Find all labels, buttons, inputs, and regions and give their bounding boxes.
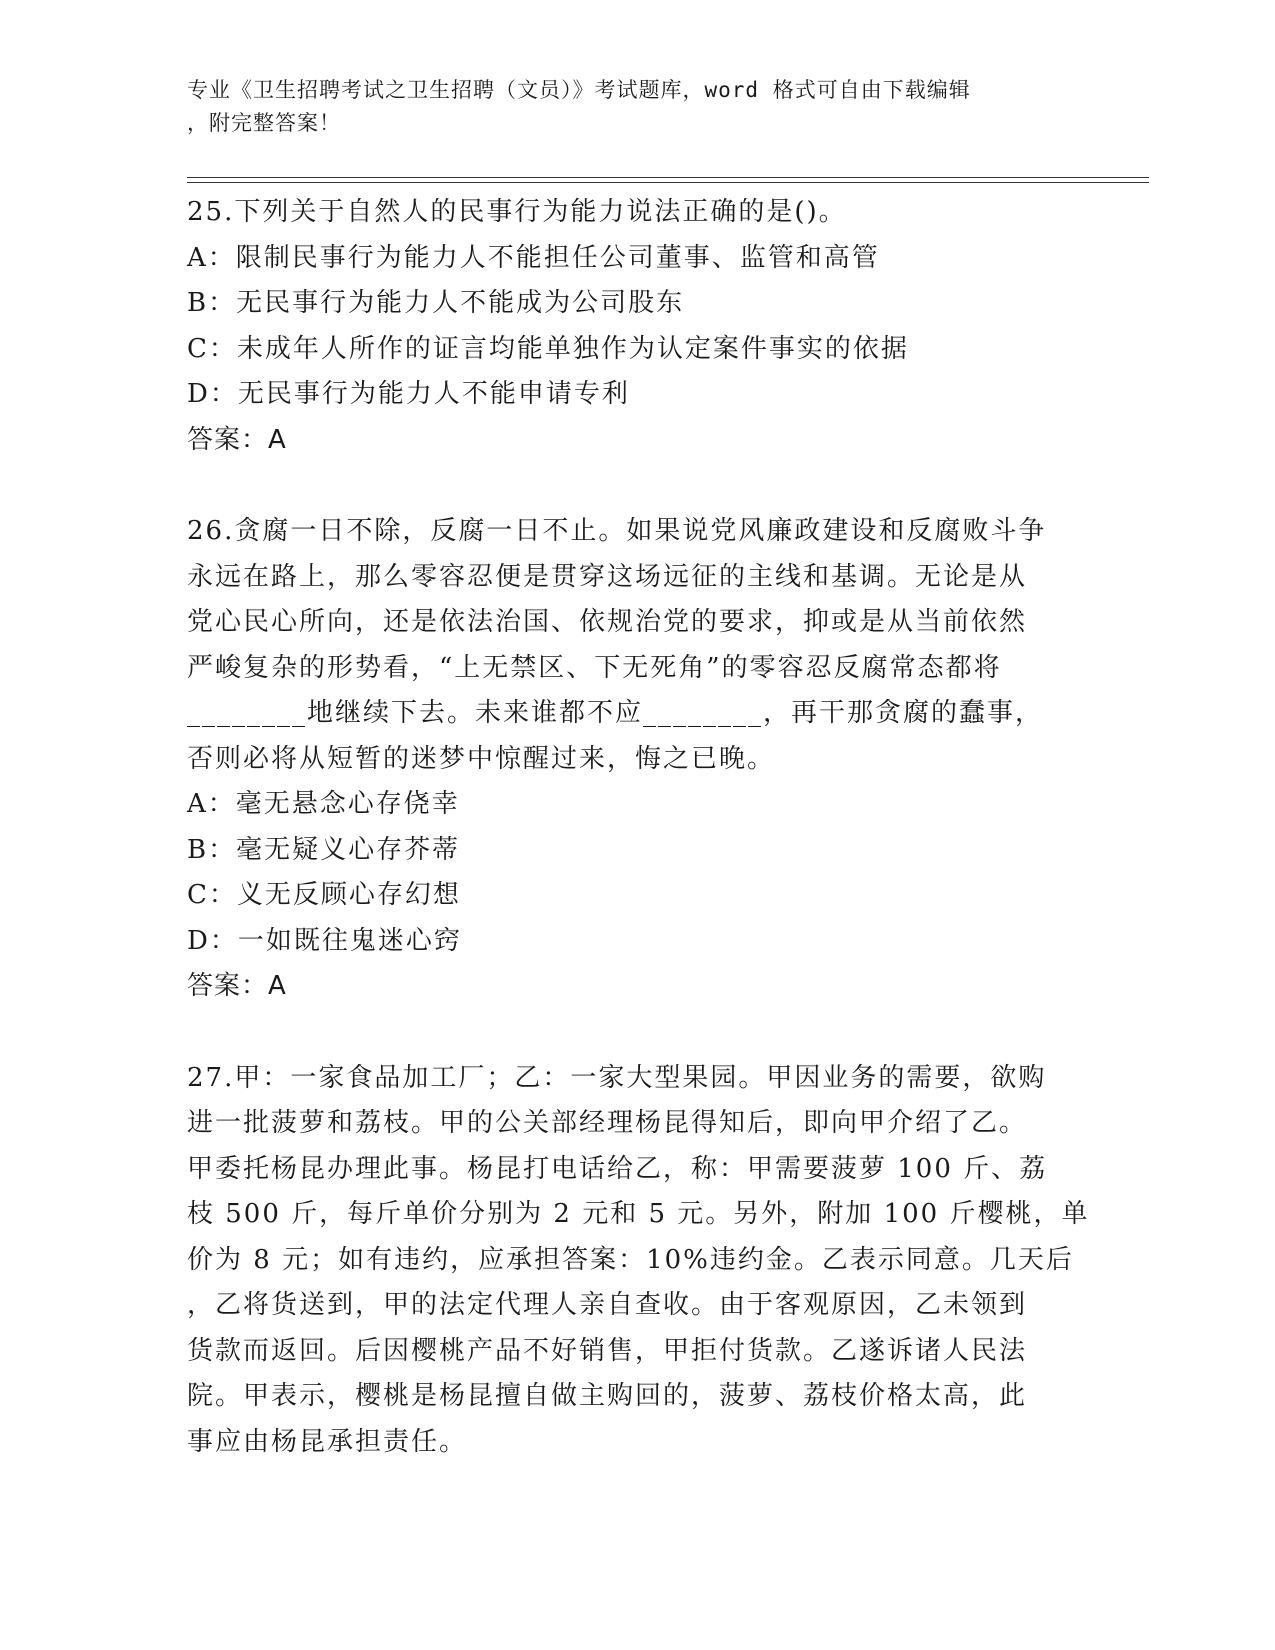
question-stem-line: 价为 8 元；如有违约，应承担答案：10%违约金。乙表示同意。几天后 — [187, 1244, 1074, 1275]
option-a: A：毫无悬念心存侥幸 — [187, 789, 460, 819]
question-stem-line: 25.下列关于自然人的民事行为能力说法正确的是()。 — [187, 197, 847, 227]
question-stem-line: 院。甲表示，樱桃是杨昆擅自做主购回的，菠萝、荔枝价格太高，此 — [187, 1381, 1028, 1411]
question-stem — [187, 509, 1067, 782]
option-b: B：无民事行为能力人不能成为公司股东 — [187, 288, 685, 318]
option-d: D：无民事行为能力人不能申请专利 — [187, 379, 630, 409]
header-line-1: 专业《卫生招聘考试之卫生招聘（文员）》考试题库，word 格式可自由下载编辑 — [187, 78, 971, 102]
header-divider-second — [187, 182, 1149, 183]
question-stem-line: 否则必将从短暂的迷梦中惊醒过来，悔之已晚。 — [187, 743, 776, 774]
option-b: B：毫无疑义心存芥蒂 — [187, 834, 461, 865]
question-stem-line: 26.贪腐一日不除，反腐一日不止。如果说党风廉政建设和反腐败斗争 — [187, 516, 1047, 546]
question-26 — [187, 509, 1067, 1010]
question-stem-line: 27.甲：一家食品加工厂；乙：一家大型果园。甲因业务的需要，欲购 — [187, 1062, 1047, 1093]
option-a: A：限制民事行为能力人不能担任公司董事、监管和高管 — [187, 242, 880, 273]
question-stem-line: 货款而返回。后因樱桃产品不好销售，甲拒付货款。乙遂诉诸人民法 — [187, 1335, 1028, 1366]
question-25 — [187, 190, 1067, 463]
header-line-2: ，附完整答案！ — [187, 111, 341, 135]
question-stem-line: 进一批菠萝和荔枝。甲的公关部经理杨昆得知后，即向甲介绍了乙。 — [187, 1108, 1028, 1138]
header-divider — [187, 177, 1149, 178]
question-stem-line: 党心民心所向，还是依法治国、依规治党的要求，抑或是从当前依然 — [187, 607, 1028, 637]
option-c: C：义无反顾心存幻想 — [187, 880, 461, 910]
question-stem — [187, 190, 1067, 236]
answer-label: 答案：A — [187, 424, 287, 455]
question-stem-line: 严峻复杂的形势看，“上无禁区、下无死角”的零容忍反腐常态都将 — [187, 652, 1002, 683]
option-d: D：一如既往鬼迷心窍 — [187, 925, 462, 956]
option-c: C：未成年人所作的证言均能单独作为认定案件事实的依据 — [187, 333, 909, 364]
question-stem-line: 事应由杨昆承担责任。 — [187, 1426, 468, 1457]
question-list — [187, 190, 1090, 1511]
question-stem-line: ，乙将货送到，甲的法定代理人亲自查收。由于客观原因，乙未领到 — [187, 1290, 1028, 1320]
question-stem-line: 甲委托杨昆办理此事。杨昆打电话给乙，称：甲需要菠萝 100 斤、荔 — [187, 1153, 1048, 1184]
question-stem-line: 永远在路上，那么零容忍便是贯穿这场远征的主线和基调。无论是从 — [187, 561, 1028, 592]
page-header — [187, 74, 1067, 140]
answer-label: 答案：A — [187, 971, 287, 1001]
question-stem-line: ________地继续下去。未来谁都不应________，再干那贪腐的蠢事， — [187, 698, 1044, 728]
question-27 — [187, 1056, 1090, 1466]
question-stem — [187, 1056, 1090, 1466]
question-stem-line: 枝 500 斤，每斤单价分别为 2 元和 5 元。另外，附加 100 斤樱桃，单 — [187, 1199, 1090, 1229]
